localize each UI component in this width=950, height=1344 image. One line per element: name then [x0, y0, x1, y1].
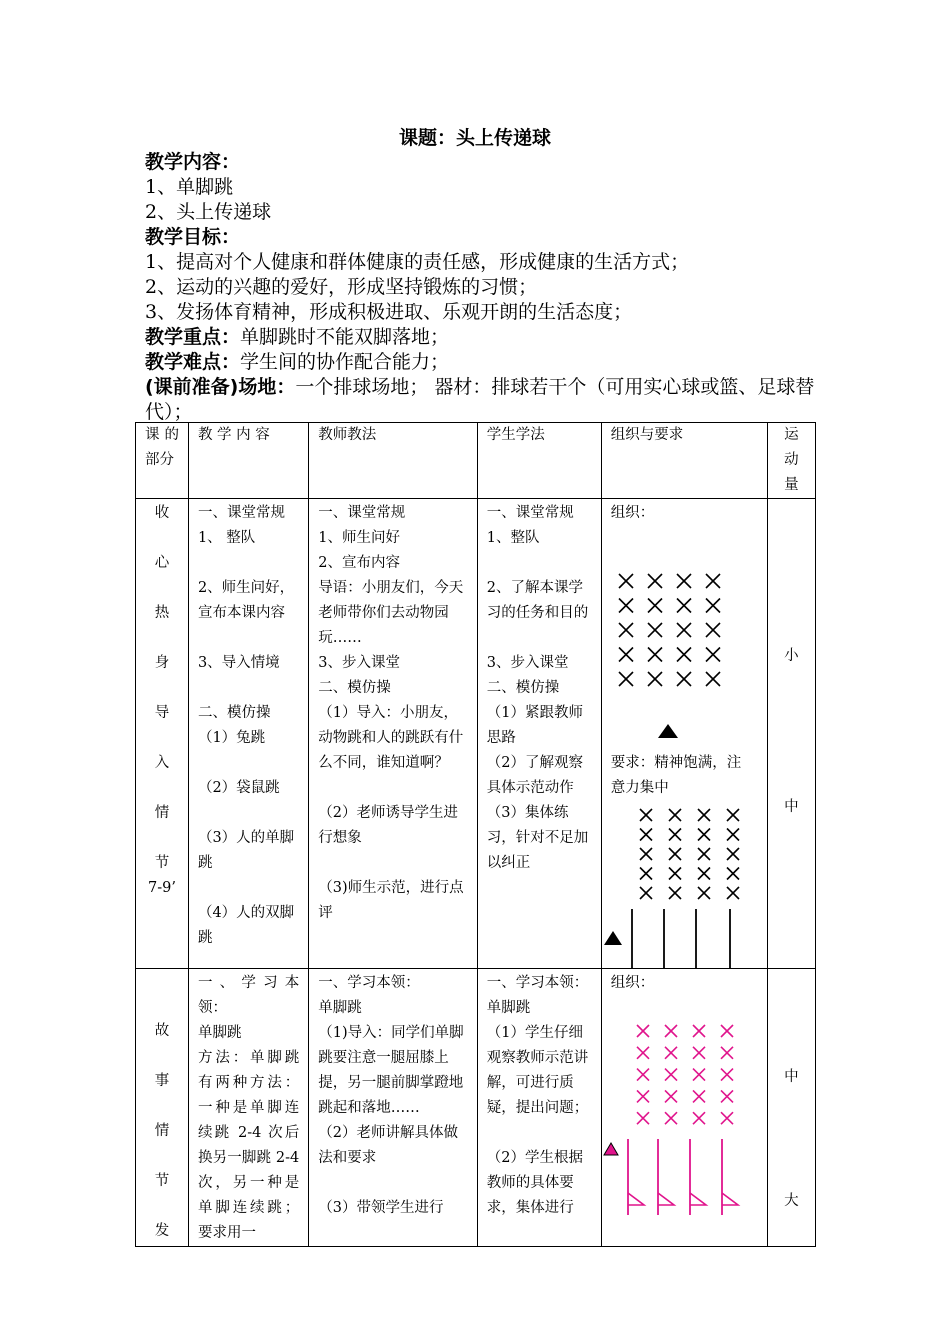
student-cross-icon [669, 848, 681, 860]
student-cross-icon [665, 1090, 677, 1102]
key-point-label: 教学重点： [145, 326, 241, 348]
student-formation [637, 1025, 733, 1124]
student-columns [640, 809, 739, 899]
student-cross-icon [665, 1025, 677, 1037]
content-item: 2、头上传递球 [145, 201, 272, 223]
student-cross-icon [706, 599, 720, 613]
student-cross-icon [665, 1112, 677, 1124]
student-cross-icon [677, 599, 691, 613]
student-cross-icon [669, 829, 681, 841]
student-cross-icon [727, 809, 739, 821]
lesson-intro [145, 150, 825, 425]
part-cell [136, 969, 189, 1247]
content-cell: 一、课堂常规 1、 整队 2、师生问好，宣布本课内容 3、导入情境 二、模仿操 （1）兔跳 （2）袋鼠跳 （3）人的单脚跳 （4）人的双脚跳 [188, 499, 308, 969]
goal-item: 2、运动的兴趣的爱好，形成坚持锻炼的习惯； [145, 276, 538, 298]
difficult-point [145, 350, 825, 375]
part-char: 身 [154, 655, 170, 671]
student-cross-icon [637, 1090, 649, 1102]
flag-icon [628, 1139, 644, 1215]
student-cross-icon [693, 1090, 705, 1102]
part-char: 7-9’ [147, 880, 176, 896]
student-cross-icon [727, 829, 739, 841]
part-char: 故 [154, 1023, 170, 1039]
page-title: 课题：头上传递球 [398, 127, 551, 149]
org-label: 组织： [610, 975, 655, 991]
student-cross-icon [648, 599, 662, 613]
student-cross-icon [721, 1090, 733, 1102]
student-cross-icon [648, 672, 662, 686]
student-cross-icon [727, 848, 739, 860]
student-cross-icon [698, 868, 710, 880]
part-char: 入 [154, 755, 170, 771]
goal-item: 3、发扬体育精神，形成积极进取、乐观开朗的生活态度； [145, 301, 633, 323]
student-cross-icon [721, 1047, 733, 1059]
student-cross-icon [669, 809, 681, 821]
student-cross-icon [619, 648, 633, 662]
student-cell: 一、课堂常规 1、整队 2、了解本课学习的任务和目的 3、步入课堂 二、模仿操 （1）紧跟教师思路 （2）了解观察具体示范动作 （3）集体练习，针对不足加以纠正 [477, 499, 601, 969]
amount-bottom: 大 [784, 1193, 799, 1209]
student-cross-icon [665, 1069, 677, 1081]
student-cross-icon [721, 1069, 733, 1081]
student-cross-icon [640, 829, 652, 841]
student-cross-icon [721, 1025, 733, 1037]
org-cell [601, 499, 767, 969]
content-item: 1、单脚跳 [145, 176, 234, 198]
student-cross-icon [706, 574, 720, 588]
student-cross-icon [693, 1025, 705, 1037]
difficult-point-text: 学生间的协作配合能力； [240, 351, 450, 373]
flag-icon [632, 909, 648, 969]
part-char: 心 [154, 555, 170, 571]
part-char: 情 [154, 805, 170, 821]
table-row [136, 499, 816, 969]
teacher-cell: 一、学习本领： 单脚跳 （1)导入：同学们单脚跳要注意一腿屈膝上提，另一腿前脚掌蹬地跳起和落地…… （2）老师讲解具体做法和要求 （3）带领学生进行 [309, 969, 477, 1247]
flag-icon [696, 909, 712, 969]
flag-markers [628, 1139, 738, 1215]
header-content: 教 学 内 容 [188, 423, 308, 499]
flag-icon [658, 1139, 674, 1215]
amount-bottom: 中 [784, 799, 799, 815]
student-cross-icon [648, 623, 662, 637]
goals-heading: 教学目标： [145, 226, 241, 248]
student-cross-icon [693, 1047, 705, 1059]
student-cross-icon [648, 648, 662, 662]
student-cross-icon [637, 1112, 649, 1124]
header-amount: 运 动 量 [767, 423, 815, 499]
key-point-text: 单脚跳时不能双脚落地； [240, 326, 450, 348]
teacher-cell: 一、课堂常规 1、师生问好 2、宣布内容 导语：小朋友们，今天老师带你们去动物园玩…… 3、步入课堂 二、模仿操 （1）导入：小朋友，动物跳和人的跳跃有什么不同，谁知道啊？ （2）老师诱导学生进行想象 （3)师生示范，进行点评 [309, 499, 477, 969]
part-char: 事 [154, 1073, 170, 1089]
student-cell: 一、学习本领： 单脚跳 （1）学生仔细观察教师示范讲解，可进行质疑，提出问题； （2）学生根据教师的具体要求，集体进行 [477, 969, 601, 1247]
student-cross-icon [665, 1047, 677, 1059]
student-cross-icon [706, 672, 720, 686]
student-cross-icon [698, 848, 710, 860]
key-point [145, 325, 825, 350]
preparation-label: (课前准备)场地： [145, 376, 296, 398]
student-cross-icon [677, 623, 691, 637]
student-cross-icon [640, 868, 652, 880]
student-cross-icon [619, 623, 633, 637]
part-char: 导 [154, 705, 170, 721]
part-char: 节 [154, 1173, 170, 1189]
part-cell [136, 499, 189, 969]
content-cell: 一、学习本领： 单脚跳 方法：单脚跳有两种方法：一种是单脚连续跳 2-4 次后换另一脚跳 2-4 次，另一种是单脚连续跳；要求用一 [188, 969, 308, 1247]
header-teacher: 教师教法 [309, 423, 477, 499]
part-char: 情 [154, 1123, 170, 1139]
student-cross-icon [640, 887, 652, 899]
formation-diagram [602, 499, 760, 969]
student-formation [619, 574, 720, 686]
student-cross-icon [669, 887, 681, 899]
formation-diagram [602, 969, 760, 1246]
amount-top: 中 [784, 1069, 799, 1085]
header-part: 课 的 部分 [136, 423, 189, 499]
student-cross-icon [693, 1112, 705, 1124]
preparation-text: 一个排球场地； 器材：排球若干个（可用实心球或篮、足球替代）； [145, 376, 815, 423]
student-cross-icon [669, 868, 681, 880]
student-cross-icon [619, 574, 633, 588]
student-cross-icon [706, 648, 720, 662]
content-heading: 教学内容： [145, 151, 241, 173]
student-cross-icon [721, 1112, 733, 1124]
part-char: 热 [154, 605, 170, 621]
amount-cell [767, 969, 815, 1247]
preparation [145, 375, 825, 425]
teacher-triangle-icon [604, 1143, 618, 1155]
header-org: 组织与要求 [601, 423, 767, 499]
student-cross-icon [637, 1025, 649, 1037]
lesson-plan-table [135, 422, 816, 1247]
student-cross-icon [698, 809, 710, 821]
flag-icon [722, 1139, 738, 1215]
difficult-point-label: 教学难点： [145, 351, 241, 373]
part-char: 节 [154, 855, 170, 871]
flag-icon [730, 909, 746, 969]
amount-cell [767, 499, 815, 969]
student-cross-icon [727, 887, 739, 899]
student-cross-icon [677, 648, 691, 662]
student-cross-icon [698, 829, 710, 841]
teacher-triangle-icon [658, 724, 678, 738]
student-cross-icon [698, 887, 710, 899]
student-cross-icon [619, 672, 633, 686]
flag-markers [632, 909, 746, 969]
flag-icon [690, 1139, 706, 1215]
part-char: 发 [154, 1223, 170, 1239]
table-row [136, 969, 816, 1247]
org-label: 组织： [610, 505, 655, 521]
part-char: 收 [154, 505, 170, 521]
flag-icon [664, 909, 680, 969]
student-cross-icon [648, 574, 662, 588]
student-cross-icon [677, 574, 691, 588]
table-header-row [136, 423, 816, 499]
student-cross-icon [727, 868, 739, 880]
teacher-triangle-icon [604, 931, 622, 945]
student-cross-icon [637, 1047, 649, 1059]
org-cell [601, 969, 767, 1247]
student-cross-icon [706, 623, 720, 637]
org-requirement: 要求：精神饱满，注意力集中 [610, 755, 742, 796]
student-cross-icon [677, 672, 691, 686]
amount-top: 小 [784, 648, 799, 664]
header-student: 学生学法 [477, 423, 601, 499]
student-cross-icon [640, 848, 652, 860]
student-cross-icon [619, 599, 633, 613]
student-cross-icon [640, 809, 652, 821]
student-cross-icon [693, 1069, 705, 1081]
student-cross-icon [637, 1069, 649, 1081]
goal-item: 1、提高对个人健康和群体健康的责任感，形成健康的生活方式； [145, 251, 690, 273]
